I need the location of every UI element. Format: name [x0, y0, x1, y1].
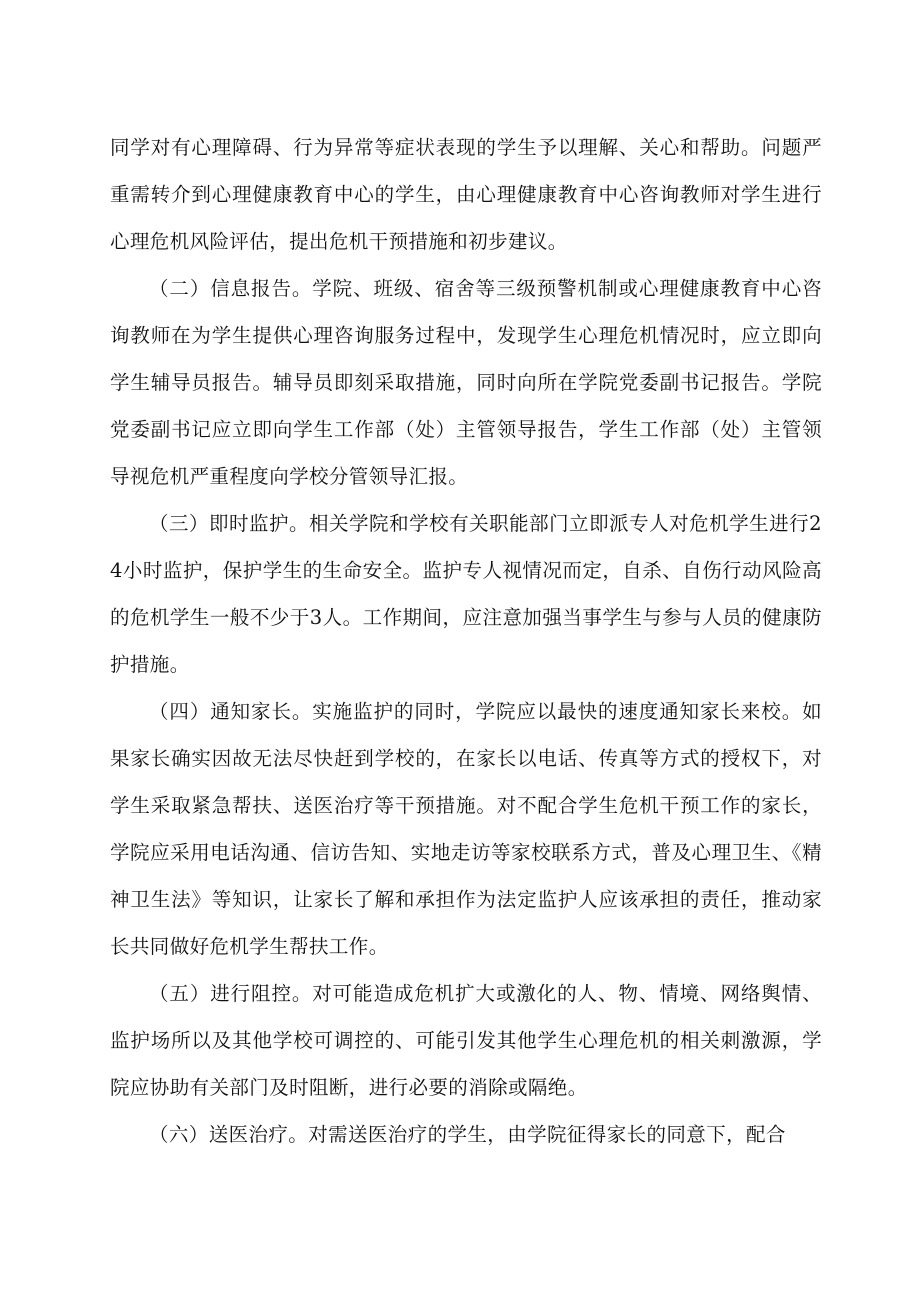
document-body [110, 124, 822, 1158]
paragraph-medical-treatment: （六）送医治疗。对需送医治疗的学生，由学院征得家长的同意下，配合 [149, 1123, 786, 1146]
paragraph-blocking-control: （五）进行阻控。对可能造成危机扩大或激化的人、物、情境、网络舆情、监护场所以及其他学校可调控的、可能引发其他学生心理危机的相关刺激源，学院应协助有关部门及时阻断，进行必要的消除或隔绝。 [110, 982, 822, 1099]
paragraph-notify-parents: （四）通知家长。实施监护的同时，学院应以最快的速度通知家长来校。如果家长确实因故无法尽快赶到学校的，在家长以电话、传真等方式的授权下，对学生采取紧急帮扶、送医治疗等干预措施。对不配合学生危机干预工作的家长，学院应采用电话沟通、信访告知、实地走访等家校联系方式，普及心理卫生、《精神卫生法》等知识，让家长了解和承担作为法定监护人应该承担的责任，推动家长共同做好危机学生帮扶工作。 [110, 700, 822, 958]
paragraph-immediate-monitoring: （三）即时监护。相关学院和学校有关职能部门立即派专人对危机学生进行24小时监护，保护学生的生命安全。监护专人视情况而定，自杀、自伤行动风险高的危机学生一般不少于3人。工作期间，应注意加强当事学生与参与人员的健康防护措施。 [110, 512, 822, 676]
paragraph-continuation: 同学对有心理障碍、行为异常等症状表现的学生予以理解、关心和帮助。问题严重需转介到心理健康教育中心的学生，由心理健康教育中心咨询教师对学生进行心理危机风险评估，提出危机干预措施和初步建议。 [110, 136, 822, 253]
paragraph-information-report: （二）信息报告。学院、班级、宿舍等三级预警机制或心理健康教育中心咨询教师在为学生提供心理咨询服务过程中，发现学生心理危机情况时，应立即向学生辅导员报告。辅导员即刻采取措施，同时向所在学院党委副书记报告。学院党委副书记应立即向学生工作部（处）主管领导报告，学生工作部（处）主管领导视危机严重程度向学校分管领导汇报。 [110, 277, 822, 488]
